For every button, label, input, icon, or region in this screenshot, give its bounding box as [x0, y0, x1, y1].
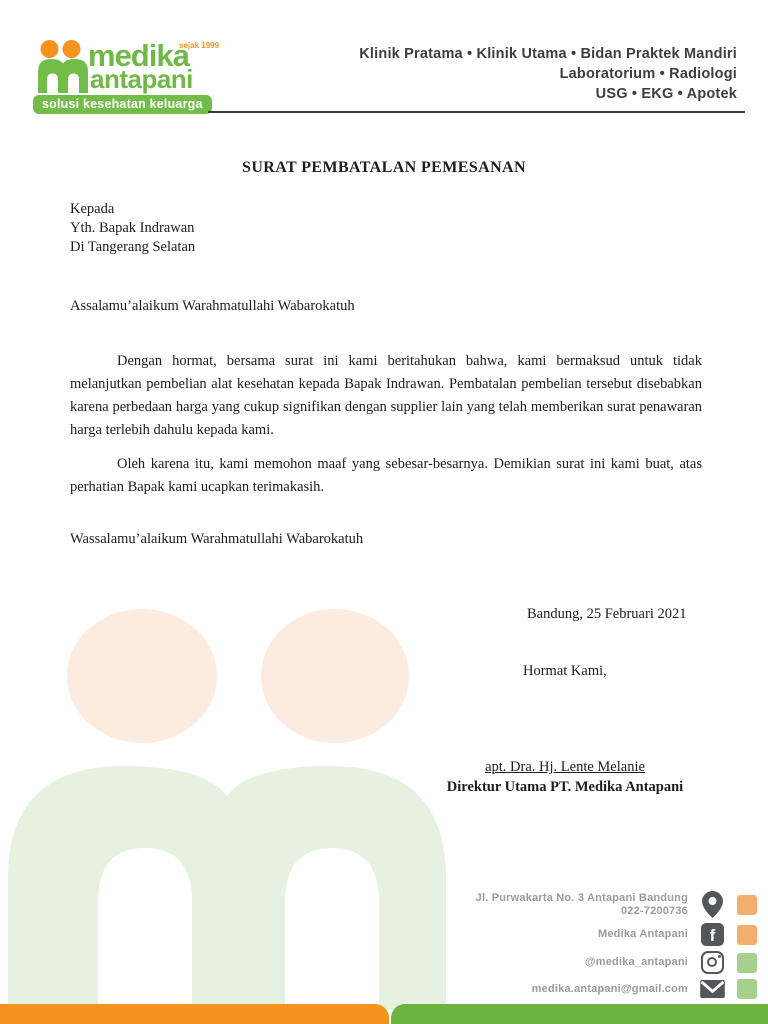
recipient-block — [70, 200, 195, 257]
letter-title: SURAT PEMBATALAN PEMESANAN — [242, 159, 526, 176]
date-line: Bandung, 25 Februari 2021 — [527, 606, 687, 622]
recipient-line: Yth. Bapak Indrawan — [70, 220, 195, 236]
logo-since-label: sejak 1999 — [179, 41, 220, 50]
accent-square — [737, 925, 757, 945]
facebook-handle: Medika Antapani — [598, 928, 688, 940]
signer-title: Direktur Utama PT. Medika Antapani — [446, 779, 684, 795]
services-line: USG • EKG • Apotek — [595, 86, 737, 102]
contact-row-address — [476, 891, 757, 918]
body-paragraph-2: Oleh karena itu, kami memohon maaf yang sebesar-besarnya. Demikian surat ini kami buat, atas perhatian Bapak kami ucapkan terimakasih. — [70, 456, 702, 495]
contact-row-instagram — [585, 951, 757, 974]
accent-square — [737, 979, 757, 999]
opening-salutation: Assalamu’alaikum Warahmatullahi Wabarokatuh — [70, 298, 355, 314]
accent-square — [737, 953, 757, 973]
footer-contacts — [476, 891, 757, 999]
location-pin-icon — [699, 891, 726, 918]
logo-watermark — [0, 600, 460, 1010]
services-line: Laboratorium • Radiologi — [559, 66, 737, 82]
services-line: Klinik Pratama • Klinik Utama • Bidan Praktek Mandiri — [359, 46, 737, 62]
letterhead-services — [359, 44, 737, 104]
email-icon — [699, 980, 726, 998]
contact-row-facebook — [598, 923, 757, 946]
body-paragraph-1: Dengan hormat, bersama surat ini kami beritahukan bahwa, kami bermaksud untuk tidak melanjutkan pembelian alat kesehatan kepada Bapak Indrawan. Pembatalan pembelian tersebut disebabkan karena perbedaan harga yang cukup signifikan dengan supplier lain yang telah memberikan surat penawaran harga terlebih dahulu kepada kami. — [70, 353, 702, 438]
closing-salutation: Wassalamu’alaikum Warahmatullahi Wabarokatuh — [70, 531, 364, 547]
contact-row-email — [532, 979, 757, 999]
contact-address-text — [476, 892, 688, 918]
header-divider — [208, 111, 745, 113]
bottom-bar-orange — [0, 1004, 389, 1024]
phone-line: 022-7200736 — [620, 904, 688, 917]
accent-square — [737, 895, 757, 915]
logo-name-line1: medika — [88, 38, 189, 73]
facebook-icon — [699, 923, 726, 946]
logo-name-line2: antapani — [90, 64, 193, 94]
facebook-glyph: f — [709, 926, 716, 945]
bottom-bar-green — [391, 1004, 768, 1024]
instagram-icon — [699, 951, 726, 974]
logo-tagline-badge: solusi kesehatan keluarga — [33, 95, 212, 114]
recipient-line: Kepada — [70, 201, 115, 217]
signer-name: apt. Dra. Hj. Lente Melanie — [485, 759, 645, 775]
logo-mark-icon — [38, 40, 88, 93]
signature-block — [420, 759, 710, 796]
instagram-handle: @medika_antapani — [584, 956, 688, 968]
address-line: Jl. Purwakarta No. 3 Antapani Bandung — [475, 891, 688, 904]
email-address: medika.antapani@gmail.com — [531, 982, 688, 995]
recipient-line: Di Tangerang Selatan — [70, 239, 196, 255]
regards-line: Hormat Kami, — [523, 663, 607, 679]
